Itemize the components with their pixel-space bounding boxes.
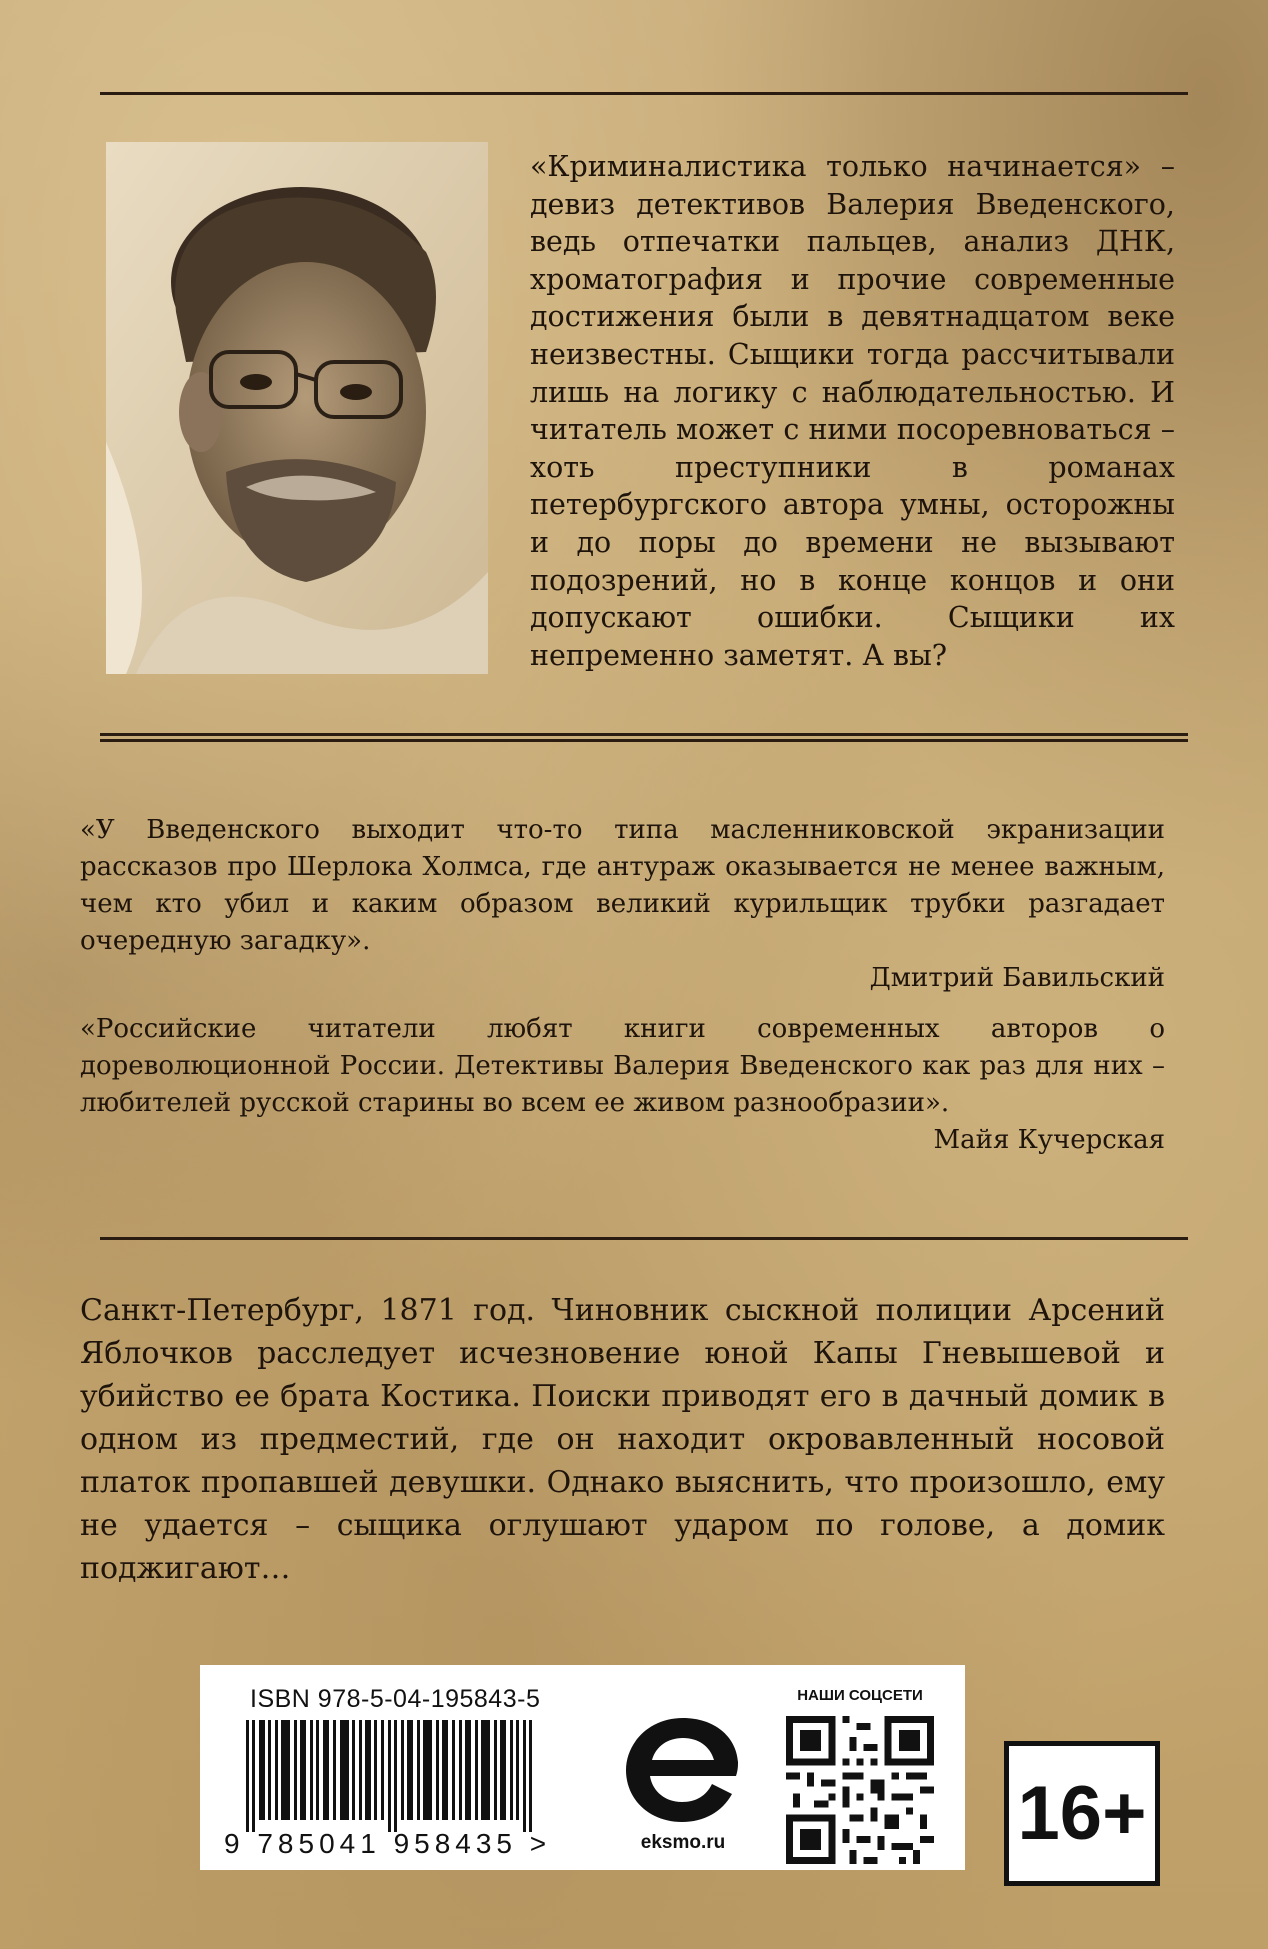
author-blurb: «Криминалистика только начинается» – девиз детективов Валерия Введенского, ведь отпечатки пальцев, анализ ДНК, хроматография и прочие современные достижения были в девятнадцатом веке неизвестны. Сыщики тогда рассчитывали лишь на логику с наблюдательностью. И читатель может с ними посоревноваться – хоть преступники в романах петербургского автора умны, осторожны и до поры до времени не вызывают подозрений, но в конце концов и они допускают ошибки. Сыщики их непременно заметят. А вы? (530, 150, 1175, 672)
review-text: «Российские читатели любят книги современных авторов о дореволюционной России. Детективы Валерия Введенского как раз для них – любителей русской старины во всем ее живом разнообразии». (80, 1014, 1165, 1118)
author-photo (106, 142, 488, 674)
qr-code-icon[interactable] (786, 1716, 934, 1864)
book-annotation: Санкт-Петербург, 1871 год. Чиновник сыскной полиции Арсений Яблочков расследует исчезновение юной Капы Гневышевой и убийство ее брата Костика. Поиски приводят его в дачный домик в одном из предместий, где он находит окровавленный носовой платок пропавшей девушки. Однако выяснить, что произошло, ему не удается – сыщика оглушают ударом по голове, а домик поджигают… (80, 1293, 1165, 1586)
publisher-site[interactable]: eksmo.ru (640, 1832, 726, 1853)
reviews-section (80, 812, 1165, 1173)
middle-double-rule (100, 733, 1188, 742)
social-label: НАШИ СОЦСЕТИ (797, 1687, 923, 1704)
review-author: Дмитрий Бавильский (869, 963, 1165, 993)
review-text: «У Введенского выходит что-то типа масленниковской экранизации рассказов про Шерлока Холмса, где антураж оказывается не менее важным, чем кто убил и каким образом великий курильщик трубки разгадает очередную загадку». (80, 815, 1165, 956)
age-rating-badge: 16+ (1004, 1741, 1160, 1886)
isbn-number: ISBN 978-5-04-195843-5 (250, 1685, 541, 1713)
barcode (246, 1720, 546, 1832)
review-author: Майя Кучерская (933, 1125, 1165, 1155)
barcode-digits: 9 785041 958435 > (224, 1828, 552, 1859)
top-rule (100, 92, 1188, 95)
eksmo-logo-icon (620, 1712, 746, 1828)
lower-rule (100, 1237, 1188, 1240)
